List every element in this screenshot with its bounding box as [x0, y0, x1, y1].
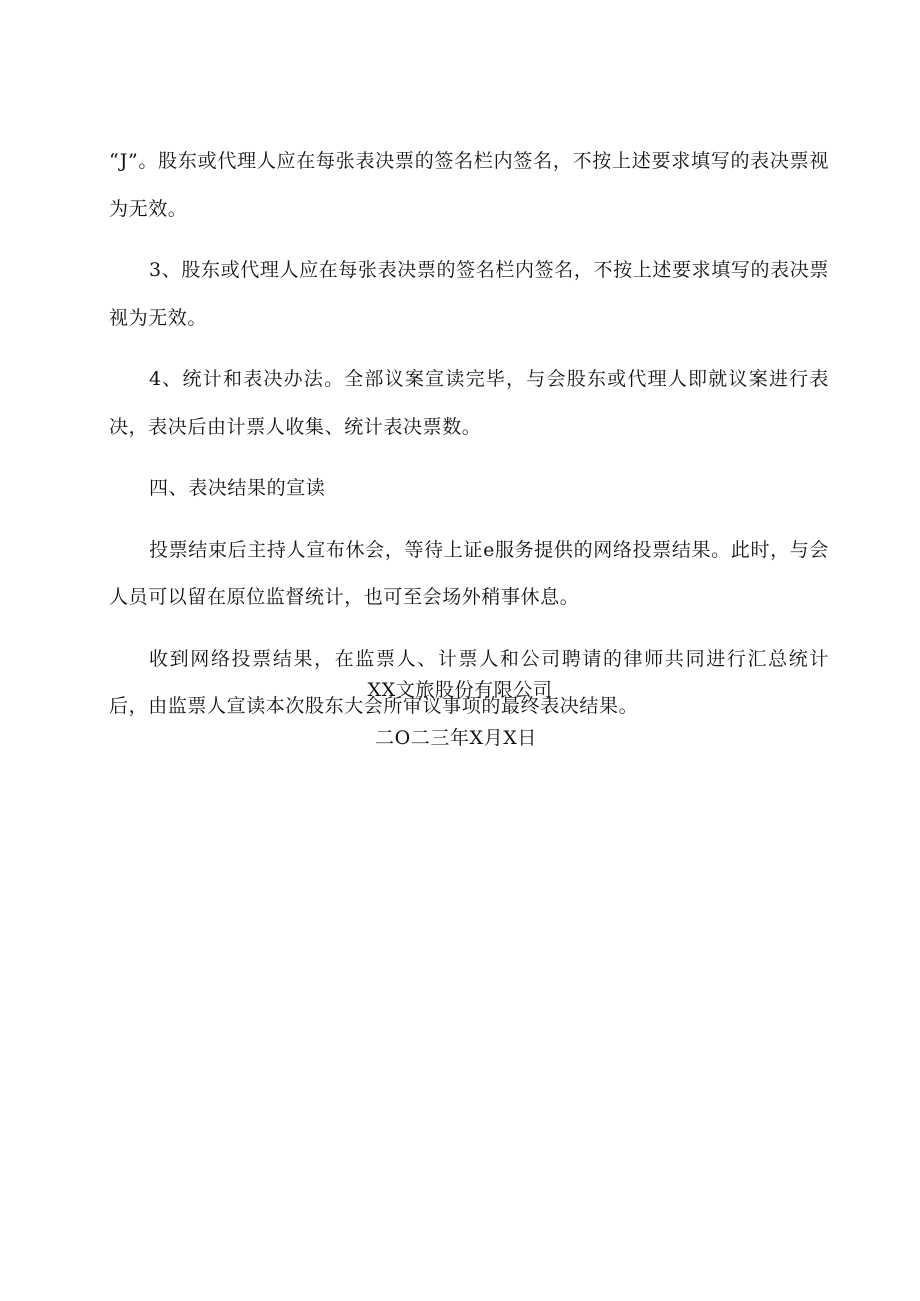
- signature-company: XX文旅股份有限公司: [367, 679, 553, 701]
- section-heading-4: 四、表决结果的宣读: [149, 477, 326, 499]
- paragraph-vote-end: 投票结束后主持人宣布休会，等待上证e服务提供的网络投票结果。此时，与会人员可以留在原位监督统计，也可至会场外稍事休息。: [109, 538, 829, 608]
- paragraph-continuation: “J”。股东或代理人应在每张表决票的签名栏内签名，不按上述要求填写的表决票视为无效。: [109, 150, 829, 220]
- signature-date: 二O二三年X月X日: [374, 727, 538, 749]
- paragraph-item-3: 3、股东或代理人应在每张表决票的签名栏内签名，不按上述要求填写的表决票视为无效。: [109, 259, 829, 329]
- paragraph-result-announcement: 收到网络投票结果，在监票人、计票人和公司聘请的律师共同进行汇总统计后，由监票人宣读本次股东大会所审议事项的最终表决结果。: [109, 647, 829, 717]
- document-body: [109, 138, 829, 745]
- paragraph-item-4: 4、统计和表决办法。全部议案宣读完毕，与会股东或代理人即就议案进行表决，表决后由计票人收集、统计表决票数。: [109, 368, 829, 438]
